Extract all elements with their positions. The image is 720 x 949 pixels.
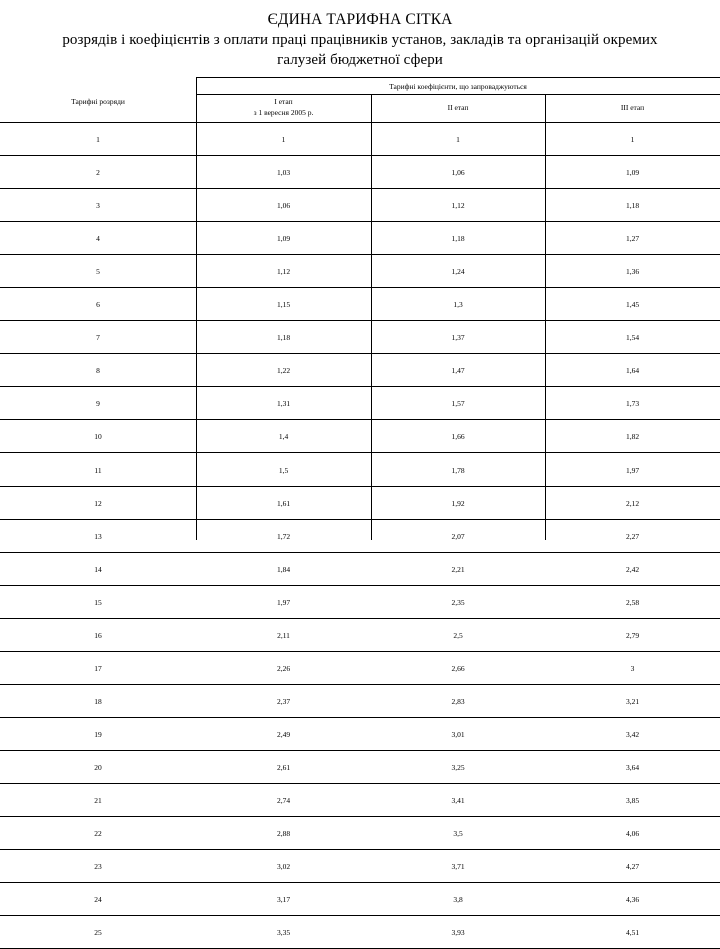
rank-cell: 8: [96, 366, 100, 376]
coefficient-cell: 2,61: [276, 762, 291, 772]
coefficient-cell: 1,15: [276, 300, 291, 310]
coefficient-cell: 1: [630, 135, 635, 144]
coefficient-cell: 1: [456, 135, 460, 144]
table-row: [0, 784, 720, 817]
coefficient-cell: 2,37: [276, 696, 291, 706]
table-row: [0, 420, 720, 453]
table-row: [0, 520, 720, 553]
coefficient-cell: 1,24: [451, 267, 465, 277]
rank-cell: 22: [94, 829, 102, 839]
coefficient-cell: 4,06: [625, 829, 640, 839]
rank-cell: 2: [96, 168, 100, 178]
table-row: [0, 354, 720, 387]
rank-cell: 4: [96, 234, 100, 244]
coefficient-cell: 1,12: [451, 201, 465, 211]
coefficient-cell: 3,41: [451, 796, 465, 805]
rank-cell: 3: [96, 201, 100, 211]
table-row: [0, 387, 720, 420]
header-stage1-line2: з 1 вересня 2005 р.: [253, 108, 314, 117]
rank-cell: 9: [96, 399, 100, 409]
rank-cell: 7: [96, 333, 100, 343]
coefficient-cell: 1,97: [276, 597, 291, 607]
table-row: [0, 883, 720, 916]
coefficient-cell: 1,31: [276, 399, 291, 409]
coefficient-cell: 1,06: [451, 168, 465, 178]
table-row: [0, 156, 720, 189]
table-row: [0, 718, 720, 751]
coefficient-cell: 2,83: [451, 696, 465, 706]
coefficient-cell: 2,5: [453, 630, 463, 640]
coefficient-cell: 3: [630, 663, 635, 673]
header-group-rule: [196, 94, 720, 95]
coefficient-cell: 4,51: [625, 928, 640, 938]
coefficient-cell: 1,5: [278, 465, 289, 475]
coefficient-cell: 1,4: [278, 432, 289, 442]
coefficient-cell: 1,36: [625, 267, 640, 277]
coefficient-cell: 2,74: [276, 796, 291, 805]
coefficient-cell: 1,47: [451, 366, 465, 376]
coefficient-cell: 1,12: [276, 267, 291, 277]
title-line-2: розрядів і коефіцієнтів з оплати праці працівників установ, закладів та організацій окремих: [62, 32, 658, 48]
coefficient-cell: 1,03: [276, 168, 291, 178]
coefficient-cell: 1,27: [625, 234, 640, 244]
table-row: [0, 586, 720, 619]
header-top-rule: [196, 77, 720, 78]
coefficient-cell: 1,54: [625, 333, 640, 343]
coefficient-cell: 1,18: [276, 333, 291, 343]
rank-cell: 15: [94, 597, 102, 607]
coefficient-cell: 1,92: [451, 498, 465, 508]
coefficient-cell: 1,06: [276, 201, 291, 211]
rank-cell: 5: [96, 267, 100, 277]
coefficient-cell: 2,42: [625, 564, 640, 574]
table-row: [0, 288, 720, 321]
coefficient-cell: 2,11: [277, 630, 290, 640]
coefficient-cell: 1,72: [276, 531, 291, 541]
rank-cell: 14: [94, 564, 102, 574]
table-row: [0, 255, 720, 288]
coefficient-cell: 1,61: [276, 498, 291, 508]
rank-cell: 23: [94, 862, 102, 872]
coefficient-cell: 2,27: [625, 531, 640, 541]
coefficient-cell: 2,07: [451, 531, 465, 541]
table-row: [0, 123, 720, 156]
table-row: [0, 850, 720, 883]
coefficient-cell: 1,66: [451, 432, 465, 442]
rank-cell: 13: [94, 531, 102, 541]
rank-cell: 16: [94, 630, 102, 640]
table-row: [0, 619, 720, 652]
rank-cell: 20: [94, 762, 102, 772]
header-group-label: Тарифні коефіцієнти, що запроваджуються: [389, 82, 527, 91]
table-row: [0, 222, 720, 255]
header-stage2: ІІ етап: [447, 103, 469, 112]
coefficient-cell: 1,84: [276, 564, 291, 574]
table-row: [0, 817, 720, 850]
table-row: [0, 487, 720, 520]
rank-cell: 21: [94, 796, 102, 805]
coefficient-cell: 1,09: [625, 168, 640, 178]
coefficient-cell: 2,21: [451, 564, 465, 574]
title-line-1: ЄДИНА ТАРИФНА СІТКА: [267, 11, 453, 28]
table-row: [0, 751, 720, 784]
coefficient-cell: 2,66: [451, 663, 465, 673]
title-line-3: галузей бюджетної сфери: [277, 52, 443, 68]
coefficient-cell: 3,8: [453, 895, 463, 905]
coefficient-cell: 1: [281, 135, 286, 144]
coefficient-cell: 3,21: [625, 696, 640, 706]
coefficient-cell: 3,17: [276, 895, 291, 905]
coefficient-cell: 2,88: [276, 829, 291, 839]
rank-cell: 11: [94, 465, 102, 475]
rank-cell: 24: [94, 895, 102, 905]
coefficient-cell: 3,85: [625, 796, 640, 805]
coefficient-cell: 3,02: [276, 862, 291, 872]
coefficient-cell: 3,42: [625, 729, 640, 739]
table-row: [0, 685, 720, 718]
coefficient-cell: 3,25: [451, 762, 465, 772]
coefficient-cell: 2,58: [625, 597, 640, 607]
header-stage1-line1: І етап: [274, 97, 293, 106]
rank-cell: 19: [94, 729, 102, 739]
table-row: [0, 189, 720, 222]
coefficient-cell: 2,49: [276, 729, 291, 739]
coefficient-cell: 2,26: [276, 663, 291, 673]
coefficient-cell: 2,35: [451, 597, 465, 607]
rank-cell: 25: [94, 928, 102, 938]
table-row: [0, 553, 720, 586]
coefficient-cell: 1,57: [451, 399, 465, 409]
coefficient-cell: 3,5: [453, 829, 463, 839]
coefficient-cell: 3,71: [451, 862, 465, 872]
coefficient-cell: 2,12: [625, 498, 640, 508]
coefficient-cell: 1,97: [625, 465, 640, 475]
coefficient-cell: 1,64: [625, 366, 640, 376]
coefficient-cell: 3,35: [276, 928, 291, 938]
rank-cell: 1: [96, 135, 100, 144]
table-row: [0, 321, 720, 354]
coefficient-cell: 3,01: [451, 729, 465, 739]
header-rank: Тарифні розряди: [71, 97, 125, 106]
coefficient-cell: 1,18: [625, 201, 640, 211]
coefficient-cell: 1,18: [451, 234, 465, 244]
coefficient-cell: 1,3: [453, 300, 463, 310]
coefficient-cell: 1,73: [625, 399, 640, 409]
coefficient-cell: 1,09: [276, 234, 291, 244]
table-row: [0, 916, 720, 949]
header-stage3: ІІІ етап: [620, 103, 645, 112]
rank-cell: 12: [94, 498, 102, 508]
rank-cell: 10: [94, 432, 102, 442]
coefficient-cell: 1,82: [625, 432, 640, 442]
coefficient-cell: 2,79: [625, 630, 640, 640]
coefficient-cell: 1,37: [451, 333, 465, 343]
table-row: [0, 652, 720, 685]
coefficient-cell: 1,78: [451, 465, 465, 475]
coefficient-cell: 4,27: [625, 862, 640, 872]
rank-cell: 18: [94, 696, 102, 706]
coefficient-cell: 3,93: [451, 928, 465, 938]
rank-cell: 6: [96, 300, 100, 310]
document-title: [0, 10, 720, 70]
coefficient-cell: 1,22: [276, 366, 291, 376]
coefficient-cell: 3,64: [625, 762, 640, 772]
coefficient-cell: 1,45: [625, 300, 640, 310]
table-row: [0, 454, 720, 487]
rank-cell: 17: [94, 663, 102, 673]
coefficient-cell: 4,36: [625, 895, 640, 905]
